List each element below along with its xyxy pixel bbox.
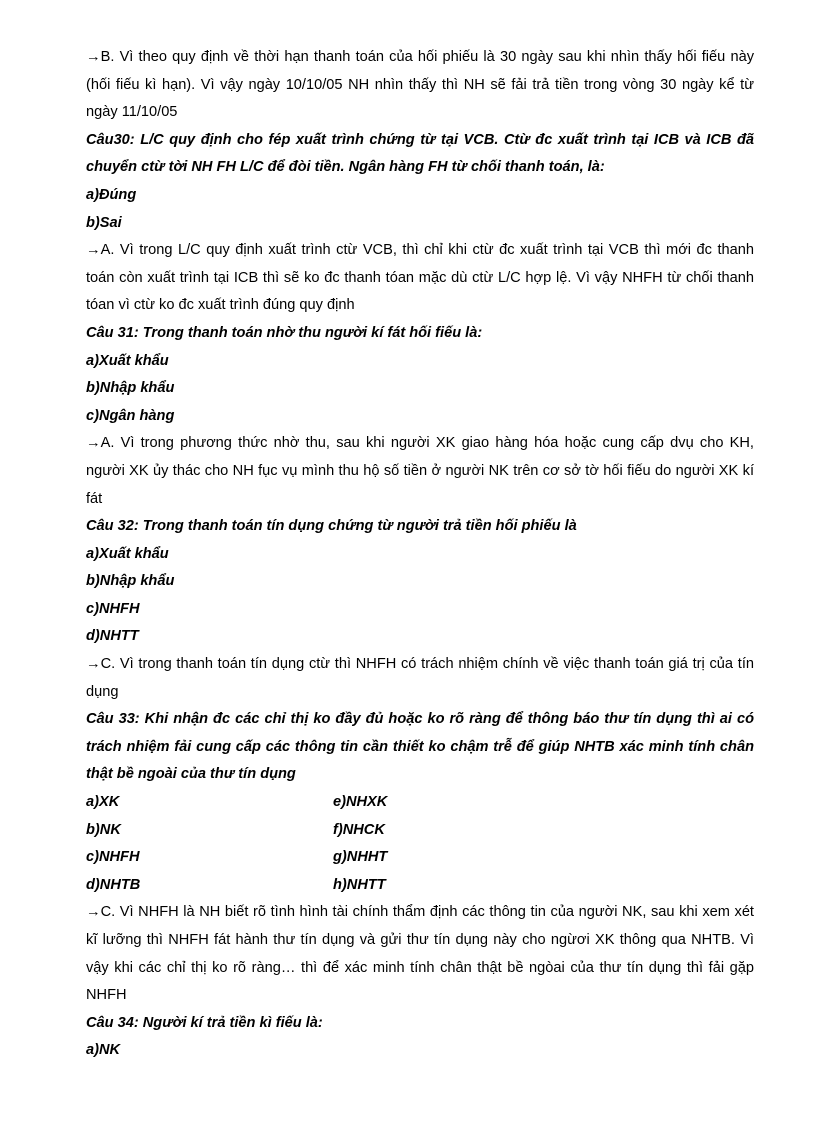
answer-paragraph: →A. Vì trong L/C quy định xuất trình ctừ VCB, thì chỉ khi ctừ đc xuất trình tại VCB thì mới đc thanh toán còn xuất trình tại ICB thì sẽ ko đc thanh tóan mặc dù ctừ L/C hợp lệ. Vì vậy NHFH từ chối thanh tóan vì ctừ ko đc xuất trình đúng quy định xyxy=(86,242,754,314)
question-30: Câu30: L/C quy định cho fép xuất trình chứng từ tại VCB. Ctừ đc xuất trình tại ICB và ICB đã chuyển ctừ tời NH FH L/C để đòi tiền. Ngân hàng FH từ chối thanh toán, là: xyxy=(86,131,754,176)
answer-paragraph: →B. Vì theo quy định về thời hạn thanh toán của hối phiếu là 30 ngày sau khi nhìn thấy hối fiếu này (hối fiếu kì hạn). Vì vậy ngày 10/10/05 NH nhìn thấy thì NH sẽ fải trả tiền trong vòng 30 ngày kể từ ngày 11/10/05 xyxy=(86,49,754,121)
option-b: b)Nhập khẩu xyxy=(86,573,175,590)
option-h: h)NHTT xyxy=(333,876,386,893)
answer-paragraph: →C. Vì trong thanh toán tín dụng ctừ thì NHFH có trách nhiệm chính về việc thanh toán giá trị của tín dụng xyxy=(86,656,754,700)
option-a: a)XK xyxy=(86,794,120,811)
option-b: b)NK xyxy=(86,821,121,838)
option-d: d)NHTB xyxy=(86,876,141,893)
option-c: c)NHFH xyxy=(86,849,140,866)
document-page xyxy=(86,44,754,1065)
option-a: a)Đúng xyxy=(86,186,137,203)
option-b: b)Sai xyxy=(86,214,122,231)
option-c: c)Ngân hàng xyxy=(86,407,175,424)
option-a: a)Xuất khẩu xyxy=(86,545,169,562)
option-d: d)NHTT xyxy=(86,628,139,645)
two-column-options xyxy=(86,789,754,899)
option-a: a)NK xyxy=(86,1042,121,1059)
question-33: Câu 33: Khi nhận đc các chỉ thị ko đầy đủ hoặc ko rõ ràng để thông báo thư tín dụng thì ai có trách nhiệm fải cung cấp các thông tin cần thiết ko chậm trễ để giúp NHTB xác minh tính chân thật bề ngoài của thư tín dụng xyxy=(86,711,754,783)
answer-paragraph: →C. Vì NHFH là NH biết rõ tình hình tài chính thẩm định các thông tin của người NK, sau khi xem xét kĩ lưỡng thì NHFH fát hành thư tín dụng và gửi thư tín dụng này cho ngừơi XK thông qua NHTB. Vì vậy khi các chỉ thị ko rõ ràng… thì để xác minh tính chân thật bề ngòai của thư tín dụng thì fải gặp NHFH xyxy=(86,904,754,1004)
option-b: b)Nhập khẩu xyxy=(86,380,175,397)
question-31: Câu 31: Trong thanh toán nhờ thu người kí fát hối fiếu là: xyxy=(86,324,483,341)
option-c: c)NHFH xyxy=(86,600,140,617)
option-g: g)NHHT xyxy=(333,849,388,866)
question-34: Câu 34: Người kí trả tiền kì fiếu là: xyxy=(86,1014,323,1031)
question-32: Câu 32: Trong thanh toán tín dụng chứng từ người trả tiền hối phiếu là xyxy=(86,518,577,535)
option-a: a)Xuất khẩu xyxy=(86,352,169,369)
answer-paragraph: →A. Vì trong phương thức nhờ thu, sau khi người XK giao hàng hóa hoặc cung cấp dvụ cho KH, người XK ủy thác cho NH fục vụ mình thu hộ số tiền ở người NK trên cơ sở tờ hối fiếu do người XK kí fát xyxy=(86,435,754,507)
option-e: e)NHXK xyxy=(333,794,388,811)
option-f: f)NHCK xyxy=(333,821,385,838)
